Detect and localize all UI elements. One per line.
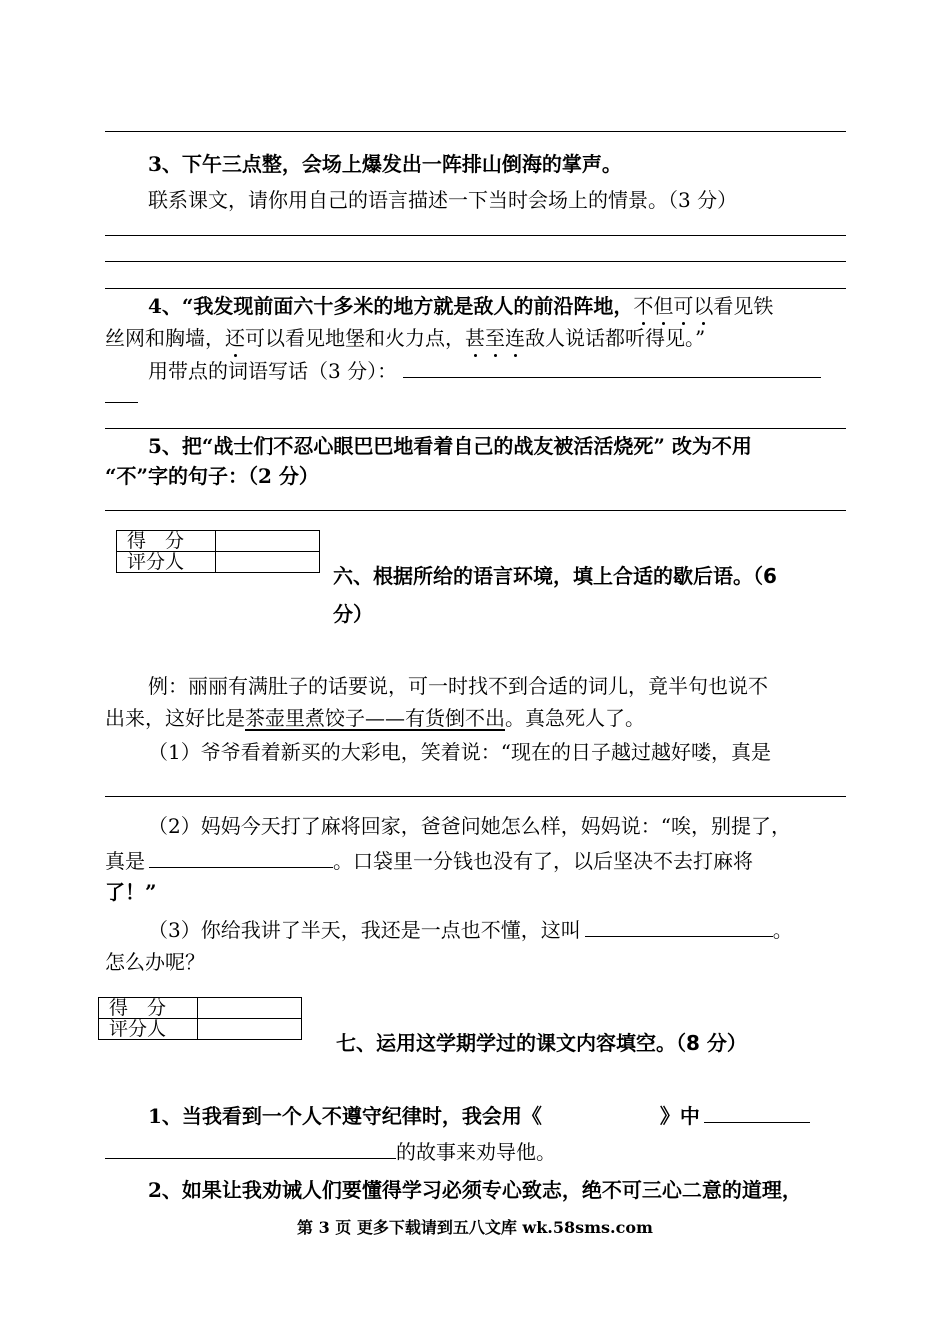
s6-q2-line2-a: 真是 — [105, 849, 145, 873]
s7-q1-line2 — [105, 1136, 556, 1166]
grader-label: 评分人 — [117, 552, 216, 573]
grader-field[interactable] — [198, 1019, 302, 1040]
s6-q2-line1: （2）妈妈今天打了麻将回家，爸爸问她怎么样，妈妈说：“唉，别提了， — [148, 814, 791, 838]
dotted-char: 至 — [485, 326, 505, 350]
q4-line2-c: 敌人说话都听得见。” — [525, 326, 706, 350]
dotted-char: 连 — [505, 326, 525, 350]
dotted-char: 可 — [673, 294, 694, 318]
score-box — [116, 530, 320, 573]
s6-q2-line2-b: 。口袋里一分钱也没有了，以后坚决不去打麻将 — [333, 849, 753, 873]
dotted-char: 但 — [653, 294, 674, 318]
s6-q2-line2 — [105, 845, 753, 875]
q5-line2: “不”字的句子：（2 分） — [105, 464, 319, 488]
q4-line2-a: 丝网和胸墙， — [105, 326, 225, 350]
q4-line1-b: 看见铁 — [713, 294, 774, 318]
s7-q1-b: 》中 — [659, 1104, 700, 1128]
q4-line2 — [105, 324, 705, 352]
dotted-char: 以 — [693, 294, 714, 318]
grader-field[interactable] — [216, 552, 320, 573]
score-label: 得 分 — [117, 531, 216, 552]
q4-line1 — [148, 292, 773, 320]
answer-line[interactable] — [105, 428, 846, 429]
q3-text: 3、下午三点整，会场上爆发出一阵排山倒海的掌声。 — [148, 152, 622, 176]
score-field[interactable] — [198, 998, 302, 1019]
score-label: 得 分 — [99, 998, 198, 1019]
dotted-word — [465, 326, 525, 350]
answer-line[interactable] — [105, 510, 846, 511]
answer-line[interactable] — [105, 796, 846, 797]
q4-prompt: 用带点的词语写话（3 分）： — [148, 359, 398, 383]
answer-line[interactable] — [105, 402, 138, 403]
example-line2 — [105, 704, 645, 732]
example-line1: 例：丽丽有满肚子的话要说，可一时找不到合适的词儿，竟半句也说不 — [148, 674, 768, 698]
dotted-word — [633, 294, 713, 318]
answer-line[interactable] — [105, 131, 846, 132]
answer-line[interactable] — [105, 261, 846, 262]
page-footer: 第 3 页 更多下载请到五八文库 wk.58sms.com — [297, 1218, 653, 1237]
s6-q3-line1-a: （3）你给我讲了半天，我还是一点也不懂，这叫 — [148, 918, 581, 942]
section7-title: 七、运用这学期学过的课文内容填空。（8 分） — [336, 1031, 747, 1055]
answer-blank[interactable] — [704, 1100, 810, 1123]
s7-q1-a: 1、当我看到一个人不遵守纪律时，我会用《 — [148, 1104, 542, 1128]
grader-label: 评分人 — [99, 1019, 198, 1040]
s6-q3-line1-b: 。 — [772, 918, 793, 942]
example-line2-a: 出来，这好比是 — [105, 706, 245, 730]
answer-blank[interactable] — [585, 914, 773, 937]
section6-title-line2: 分） — [333, 602, 373, 626]
answer-blank[interactable] — [105, 1136, 396, 1159]
example-line2-b: 。真急死人了。 — [505, 706, 645, 730]
example-answer: 茶壶里煮饺子——有货倒不出 — [245, 706, 505, 730]
section6-title-line1: 六、根据所给的语言环境，填上合适的歇后语。（6 — [333, 564, 777, 588]
q4-line1-a: 4、“我发现前面六十多米的地方就是敌人的前沿阵地， — [148, 294, 634, 318]
s7-q1-line2-text: 的故事来劝导他。 — [396, 1140, 556, 1164]
q5-line1: 5、把“战士们不忍心眼巴巴地看着自己的战友被活活烧死” 改为不用 — [148, 434, 752, 458]
answer-line[interactable] — [105, 235, 846, 236]
score-field[interactable] — [216, 531, 320, 552]
s6-q3-line2: 怎么办呢？ — [105, 950, 205, 974]
q4-line2-b: 可以看见地堡和火力点， — [245, 326, 465, 350]
dotted-char: 甚 — [465, 326, 485, 350]
s7-q2: 2、如果让我劝诫人们要懂得学习必须专心致志，绝不可三心二意的道理， — [148, 1178, 802, 1202]
answer-blank[interactable] — [149, 845, 333, 868]
s6-q3-line1 — [148, 914, 793, 944]
q3-prompt: 联系课文，请你用自己的语言描述一下当时会场上的情景。（3 分） — [148, 188, 738, 212]
dotted-char: 还 — [225, 326, 245, 350]
q4-prompt-line — [148, 355, 821, 385]
s7-q1-line1 — [148, 1100, 810, 1130]
answer-line[interactable] — [105, 288, 846, 289]
dotted-char: 不 — [633, 294, 654, 318]
s6-q1: （1）爷爷看着新买的大彩电，笑着说：“现在的日子越过越好喽，真是 — [148, 740, 771, 764]
s6-q2-line3: 了！” — [105, 880, 157, 904]
score-box — [98, 997, 302, 1040]
answer-blank[interactable] — [403, 355, 821, 378]
